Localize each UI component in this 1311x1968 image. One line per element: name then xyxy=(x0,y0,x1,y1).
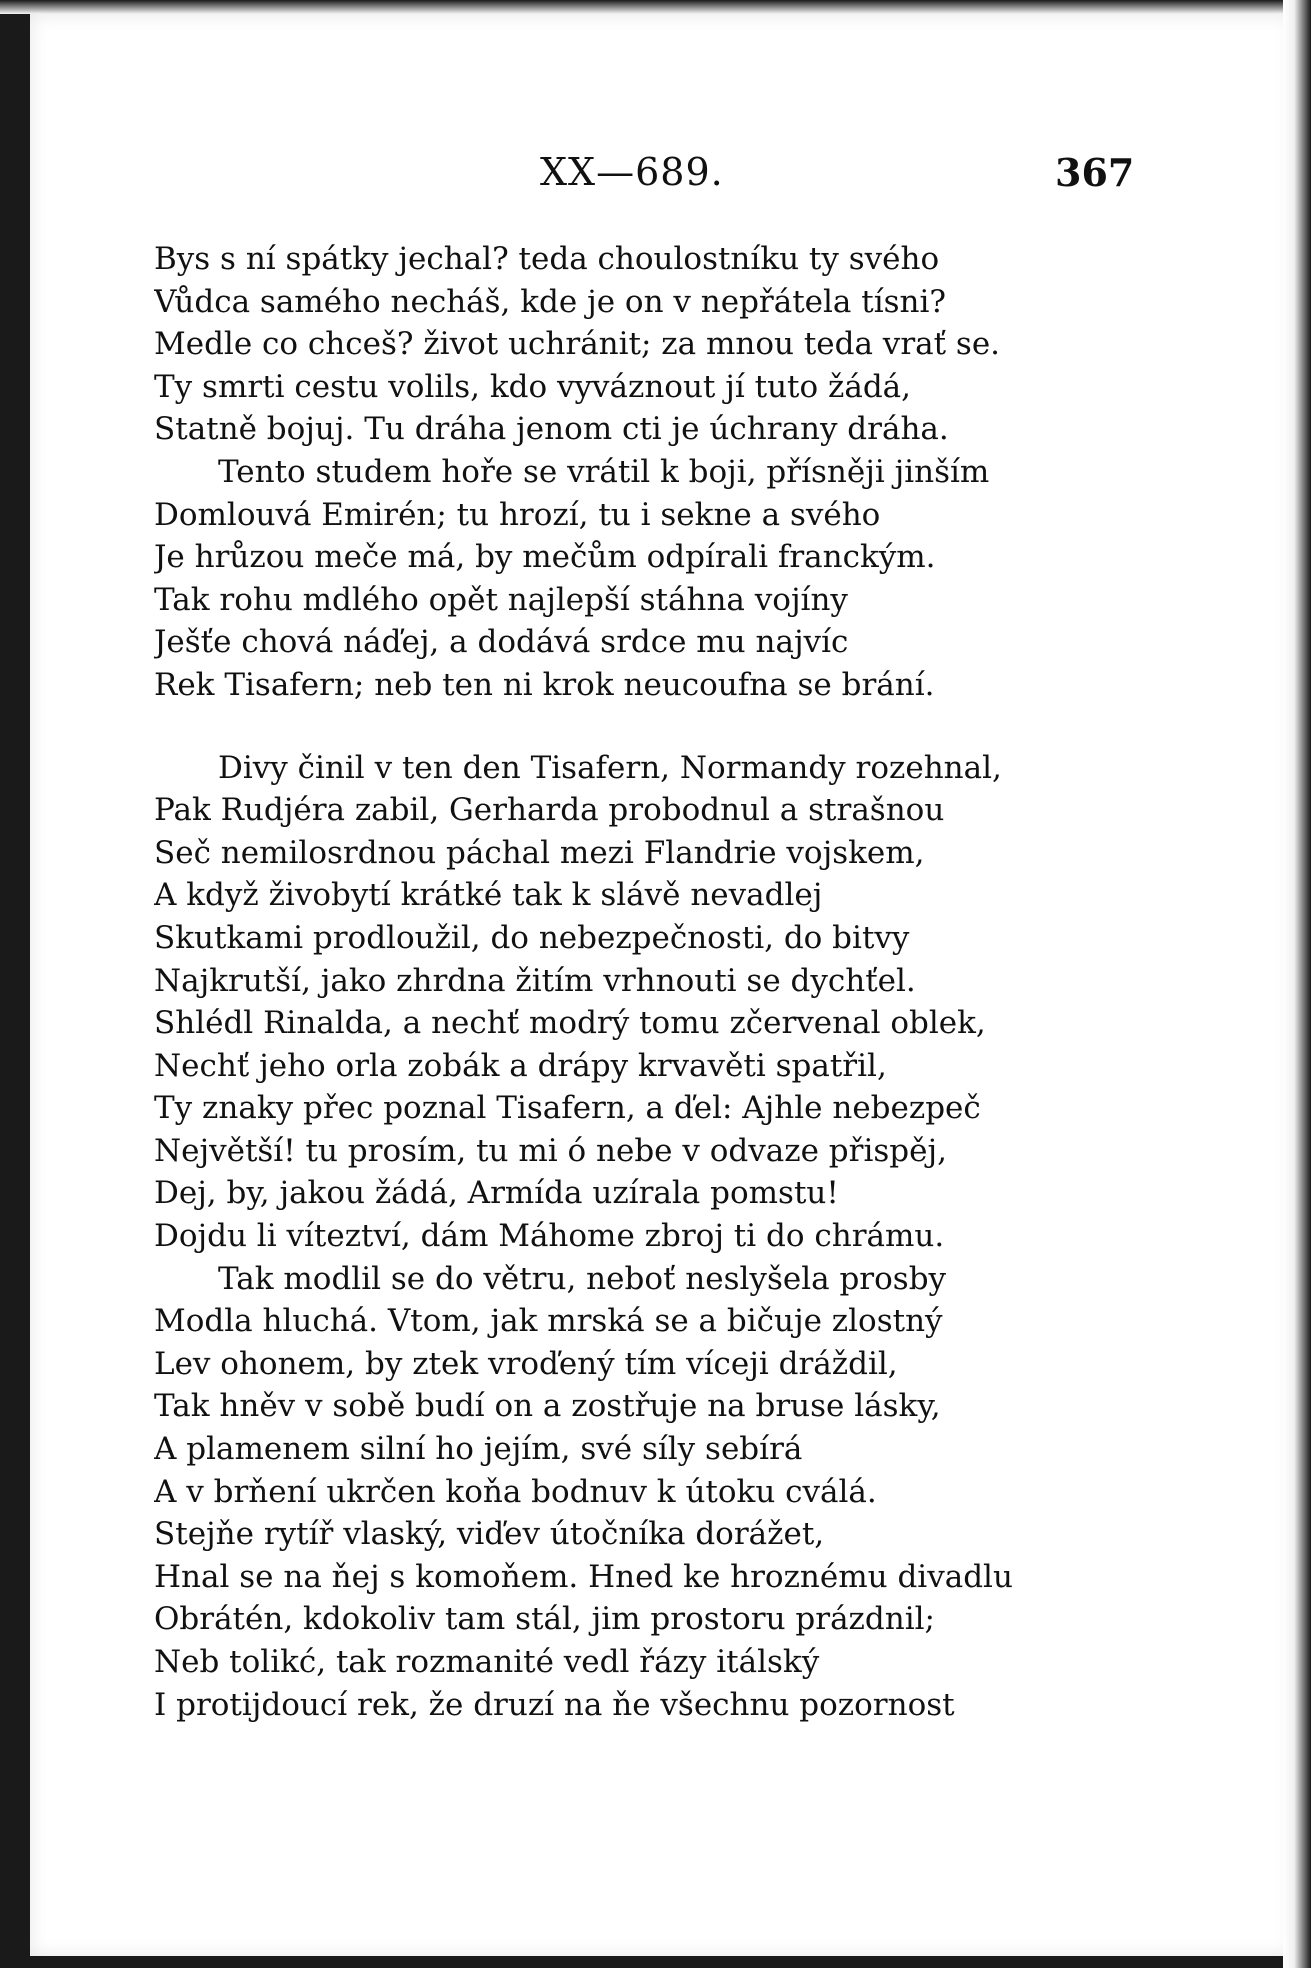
verse-line: Lev ohonem, by ztek vroďený tím víceji dráždil, xyxy=(154,1345,898,1382)
verse-line: Seč nemilosrdnou páchal mezi Flandrie vojskem, xyxy=(154,834,925,871)
verse-line: Statně bojuj. Tu dráha jenom cti je úchrany dráha. xyxy=(154,411,949,448)
verse-line: A v brňení ukrčen koňa bodnuv k útoku cválá. xyxy=(154,1473,877,1510)
verse-line: Tak rohu mdlého opět najlepší stáhna vojíny xyxy=(154,581,848,618)
chapter-reference: XX—689. xyxy=(540,150,724,194)
verse-line: Ty smrti cestu volils, kdo vyváznout jí tuto žádá, xyxy=(154,368,912,405)
verse-line: Tak hněv v sobě budí on a zostřuje na bruse lásky, xyxy=(154,1388,941,1425)
verse-line: Dojdu li víteztví, dám Máhome zbroj ti do chrámu. xyxy=(154,1218,945,1255)
verse-line: Hnal se na ňej s komoňem. Hned ke hroznému divadlu xyxy=(154,1558,1013,1595)
verse-line: Obrátén, kdokoliv tam stál, jim prostoru prázdnil; xyxy=(154,1601,935,1638)
verse-line: Skutkami prodloužil, do nebezpečnosti, do bitvy xyxy=(154,919,910,956)
verse-line: Nechť jeho orla zobák a drápy krvavěti spatřil, xyxy=(154,1047,887,1084)
verse-line: Najkrutší, jako zhrdna žitím vrhnouti se dychťel. xyxy=(154,962,916,999)
page-right-edge-shadow xyxy=(1283,0,1311,1968)
verse-line: Stejňe rytíř vlaský, viďev útočníka dorážet, xyxy=(154,1516,825,1553)
verse-line: Vůdca samého necháš, kde je on v nepřátela tísni? xyxy=(154,283,947,320)
stanza xyxy=(154,238,1154,707)
verse-line: A když živobytí krátké tak k slávě nevadlej xyxy=(154,877,823,914)
verse-line: Tak modlil se do větru, neboť neslyšela prosby xyxy=(218,1260,947,1297)
verse-line: Pak Rudjéra zabil, Gerharda probodnul a strašnou xyxy=(154,792,945,829)
verse-line: Modla hluchá. Vtom, jak mrská se a bičuje zlostný xyxy=(154,1303,943,1340)
verse-line: Neb tolikć, tak rozmanité vedl řázy itálský xyxy=(154,1644,820,1680)
verse-line: Ty znaky přec poznal Tisafern, a ďel: Ajhle nebezpeč xyxy=(154,1090,981,1127)
running-head xyxy=(30,150,1292,200)
verse-line: Shlédl Rinalda, a nechť modrý tomu zčervenal oblek, xyxy=(154,1005,986,1042)
verse-line: Domlouvá Emirén; tu hrozí, tu i sekne a svého xyxy=(154,496,881,533)
verse-line: I protijdoucí rek, že druzí na ňe všechnu pozornost xyxy=(154,1686,955,1723)
verse-line: Ješťe chová náďej, a dodává srdce mu najvíc xyxy=(154,624,849,661)
verse-line: Dej, by, jakou žádá, Armída uzírala pomstu! xyxy=(154,1175,839,1212)
stanza xyxy=(154,747,1154,1727)
stanza-break xyxy=(154,707,1154,747)
verse-line: Je hrůzou meče má, by mečům odpírali franckým. xyxy=(154,539,936,576)
verse-line: A plamenem silní ho jejím, své síly sebírá xyxy=(154,1431,803,1468)
verse-line: Tento studem hoře se vrátil k boji, přísněji jinším xyxy=(218,453,990,490)
verse-line: Divy činil v ten den Tisafern, Normandy rozehnal, xyxy=(218,749,1002,786)
book-page xyxy=(30,14,1292,1956)
poem-text xyxy=(154,238,1154,1726)
verse-line: Bys s ní spátky jechal? teda choulostníku ty svého xyxy=(154,241,940,277)
verse-line: Rek Tisafern; neb ten ni krok neucoufna se brání. xyxy=(154,666,935,703)
page-number: 367 xyxy=(1055,150,1135,195)
page-top-shadow xyxy=(0,0,1311,14)
verse-line: Největší! tu prosím, tu mi ó nebe v odvaze přispěj, xyxy=(154,1132,947,1169)
verse-line: Medle co chceš? život uchránit; za mnou teda vrať se. xyxy=(154,326,1001,363)
